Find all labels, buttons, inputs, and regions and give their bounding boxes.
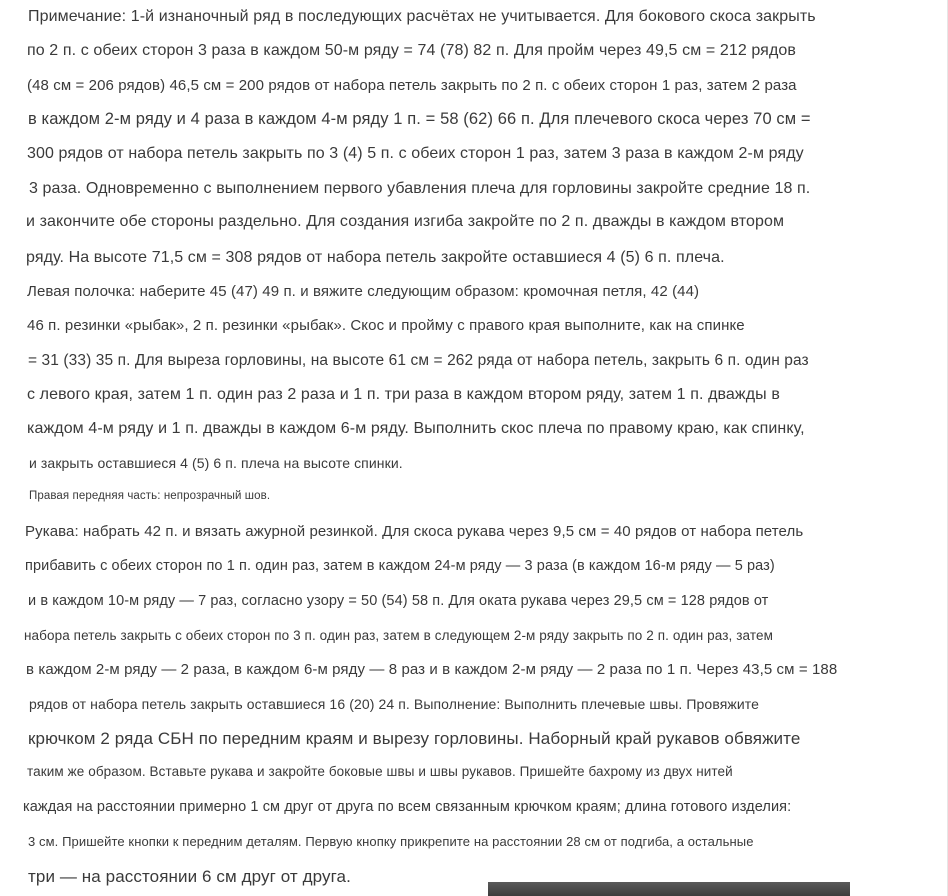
text-line: набора петель закрыть с обеих сторон по 3 п. один раз, затем в следующем 2-м ряду закрыть по 2 п. один раз, затем — [24, 628, 773, 643]
text-line: Левая полочка: наберите 45 (47) 49 п. и вяжите следующим образом: кромочная петля, 42 (44) — [27, 283, 700, 300]
text-line: ряду. На высоте 71,5 см = 308 рядов от набора петель закройте оставшиеся 4 (5) 6 п. плеча. — [26, 249, 725, 266]
text-line: таким же образом. Вставьте рукава и закройте боковые швы и швы рукавов. Пришейте бахрому из двух нитей — [27, 764, 733, 779]
text-line: Рукава: набрать 42 п. и вязать ажурной резинкой. Для скоса рукава через 9,5 см = 40 рядов от набора петель — [25, 523, 804, 540]
text-line: 300 рядов от набора петель закрыть по 3 (4) 5 п. с обеих сторон 1 раз, затем 3 раза в каждом 2-м ряду — [27, 145, 804, 162]
text-line: в каждом 2-м ряду — 2 раза, в каждом 6-м ряду — 8 раз и в каждом 2-м ряду — 2 раза по 1 п. Через 43,5 см = 188 — [26, 661, 838, 678]
text-line: 46 п. резинки «рыбак», 2 п. резинки «рыбак». Скос и пройму с правого края выполните, как на спинке — [27, 317, 745, 334]
text-line: прибавить с обеих сторон по 1 п. один раз, затем в каждом 24-м ряду — 3 раза (в каждом 16-м ряду — 5 раз) — [25, 558, 775, 574]
text-line: Примечание: 1-й изнаночный ряд в последующих расчётах не учитывается. Для бокового скоса закрыть — [28, 8, 816, 25]
text-line: с левого края, затем 1 п. один раз 2 раза и 1 п. три раза в каждом втором ряду, затем 1 п. дважды в — [27, 386, 780, 403]
text-line: и закончите обе стороны раздельно. Для создания изгиба закройте по 2 п. дважды в каждом втором — [26, 213, 785, 230]
text-line: по 2 п. с обеих сторон 3 раза в каждом 50-м ряду = 74 (78) 82 п. Для пройм через 49,5 см = 212 рядов — [27, 42, 796, 59]
text-line: (48 см = 206 рядов) 46,5 см = 200 рядов от набора петель закрыть по 2 п. с обеих сторон 1 раз, затем 2 раза — [27, 77, 797, 94]
text-line: крючком 2 ряда СБН по передним краям и вырезу горловины. Наборный край рукавов обвяжите — [28, 729, 801, 748]
text-line: каждом 4-м ряду и 1 п. дважды в каждом 6-м ряду. Выполнить скос плеча по правому краю, как спинку, — [27, 420, 805, 437]
text-line: три — на расстоянии 6 см друг от друга. — [28, 867, 351, 886]
text-line: в каждом 2-м ряду и 4 раза в каждом 4-м ряду 1 п. = 58 (62) 66 п. Для плечевого скоса через 70 см = — [28, 110, 811, 128]
text-line: и закрыть оставшиеся 4 (5) 6 п. плеча на высоте спинки. — [29, 455, 403, 471]
text-line: рядов от набора петель закрыть оставшиеся 16 (20) 24 п. Выполнение: Выполнить плечевые швы. Провяжите — [29, 696, 760, 712]
text-line: = 31 (33) 35 п. Для выреза горловины, на высоте 61 см = 262 ряда от набора петель, закрыть 6 п. один раз — [28, 352, 809, 369]
text-line: и в каждом 10-м ряду — 7 раз, согласно узору = 50 (54) 58 п. Для оката рукава через 29,5 см = 128 рядов от — [28, 593, 769, 609]
text-line: каждая на расстоянии примерно 1 см друг от друга по всем связанным крючком краям; длина готового изделия: — [23, 799, 792, 815]
text-line: Правая передняя часть: непрозрачный шов. — [29, 490, 271, 502]
photo-edge — [488, 882, 850, 896]
text-line: 3 см. Пришейте кнопки к передним деталям. Первую кнопку прикрепите на расстоянии 28 см от подгиба, а остальные — [28, 834, 754, 849]
text-line: 3 раза. Одновременно с выполнением первого убавления плеча для горловины закройте средние 18 п. — [29, 180, 811, 197]
